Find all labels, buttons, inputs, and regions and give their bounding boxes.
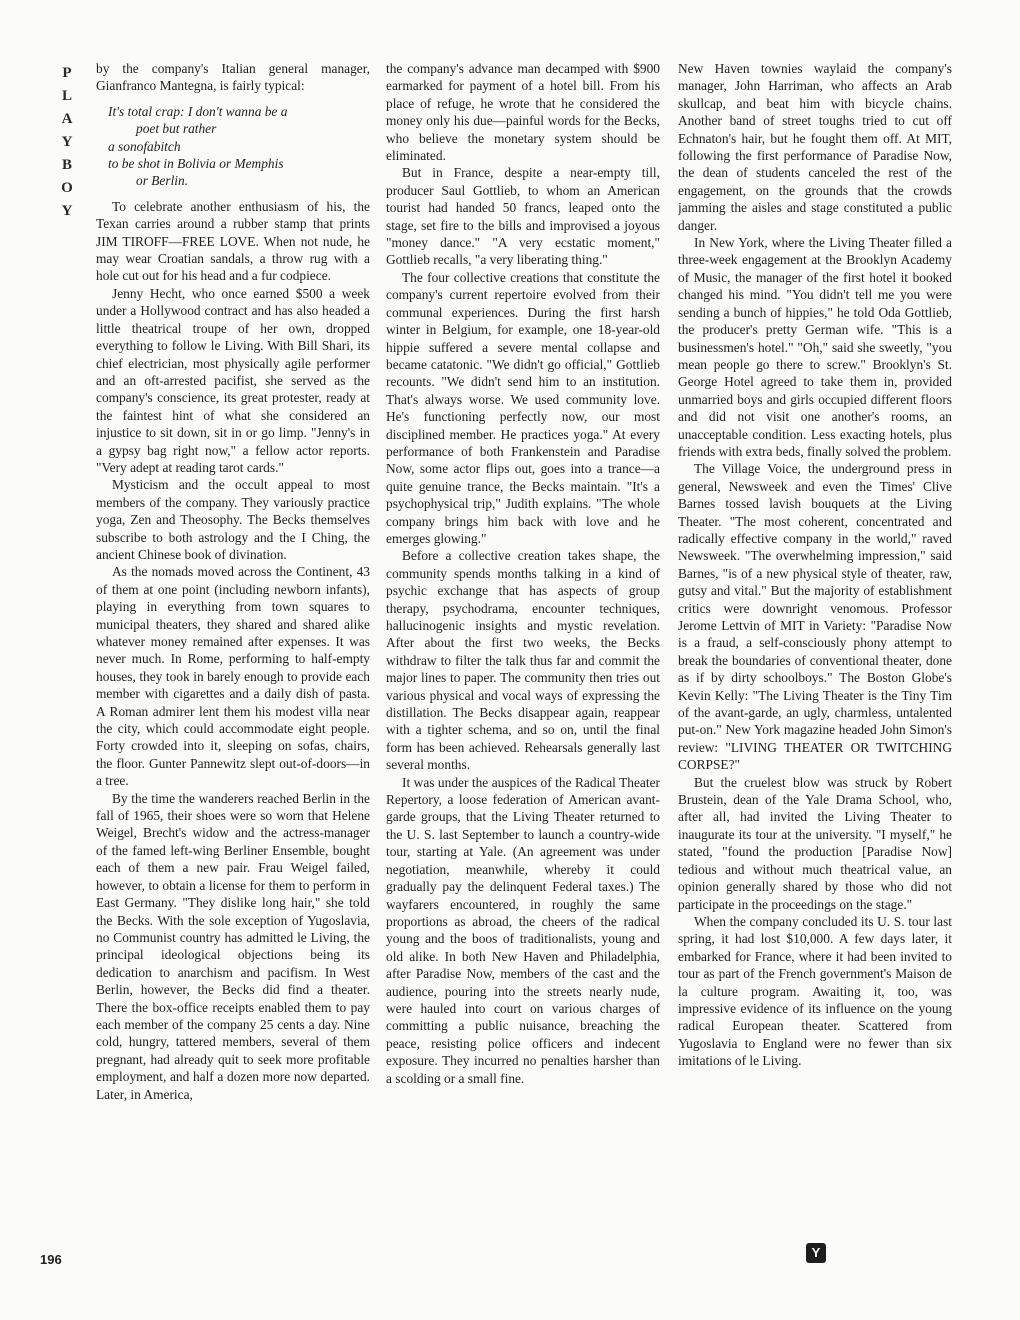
masthead-letter: Y	[61, 203, 73, 219]
page-number: 196	[40, 1252, 62, 1267]
masthead-letter: L	[61, 88, 72, 104]
verse-line: or Berlin.	[136, 173, 189, 189]
paragraph: To celebrate another enthusiasm of his, the Texan carries around a rubber stamp that prints JIM TIROFF—FREE LOVE. When not nude, he may wear Croatian sandals, a throw rug with a hole cut out for his head and a fur codpiece.	[96, 198, 370, 284]
paragraph: But in France, despite a near-empty till, producer Saul Gottlieb, to whom an American tourist had handed 50 francs, leaped onto the stage, set fire to the bills and improvised a joyous "money dance." "A very ecstatic moment," Gottlieb recalls, "a very liberating thing."	[386, 165, 660, 268]
verse-line: to be shot in Bolivia or Memphis	[108, 156, 284, 172]
paragraph: Mysticism and the occult appeal to most members of the company. They variously practice yoga, Zen and Theosophy. The Becks themselves subscribe to both astrology and the I Ching, the ancient Chinese book of divination.	[96, 477, 370, 562]
paragraph: the company's advance man decamped with $900 earmarked for payment of a hotel bill. From his place of refuge, he wrote that he considered the money only his due—painful words for the Becks, who believe the monetary system should be eliminated.	[386, 61, 660, 164]
paragraph: Jenny Hecht, who once earned $500 a week under a Hollywood contract and has also headed a little theatrical troupe of her own, dropped everything to follow le Living. With Bill Shari, its chief electrician, most physically agile performer and an oft-arrested pacifist, she served as the company's conscience, its great protester, ready at the faintest hint of what she considered an injustice to sit down, sit in or go limp. "Jenny's in a gypsy bag right now," a fellow actor reports. "Very adept at reading tarot cards."	[96, 285, 370, 475]
verse-line: It's total crap: I don't wanna be a	[108, 103, 288, 119]
paragraph: It was under the auspices of the Radical Theater Repertory, a loose federation of American avant-garde groups, that the Living Theater returned to the U. S. last September to launch a country-wide tour, starting at Yale. (An agreement was under negotiation, meanwhile, whereby it could gradually pay the delinquent Federal taxes.) The wayfarers encountered, in roughly the same proportions as abroad, the cheers of the radical young and the boos of traditionalists, young and old alike. In both New Haven and Philadelphia, after Paradise Now, members of the cast and the audience, pouring into the streets nearly nude, were hauled into court on various charges of committing a public nuisance, breaching the peace, resisting police officers and indecent exposure. They incurred no penalties harsher than a scolding or a small fine.	[386, 774, 660, 1086]
paragraph: But the cruelest blow was struck by Robert Brustein, dean of the Yale Drama School, who, after all, had invited the Living Theater to inaugurate its tour at the university. "I myself," he stated, "found the production [Paradise Now] tedious and without much theatrical value, an opinion generally shared by those who did not participate in the proceedings on the stage."	[678, 774, 952, 912]
masthead-letter: B	[61, 157, 72, 173]
masthead-letter: A	[61, 111, 73, 127]
masthead-letter: O	[61, 180, 73, 196]
quoted-verse	[108, 103, 370, 190]
masthead-letter: P	[62, 65, 72, 81]
masthead-playboy	[55, 62, 79, 223]
verse-line: poet but rather	[136, 121, 217, 137]
paragraph: by the company's Italian general manager, Gianfranco Mantegna, is fairly typical:	[96, 61, 370, 94]
paragraph: New Haven townies waylaid the company's manager, John Harriman, who affects an Arab skullcap, and beat him with bicycle chains. Another band of street toughs tried to cut off Echnaton's hair, but he fought them off. At MIT, following the first performance of Paradise Now, the dean of students canceled the rest of the engagement, on the grounds that the crowds jamming the aisles and stage constituted a public danger.	[678, 61, 952, 233]
masthead-letter: Y	[61, 134, 73, 150]
column-3	[678, 60, 952, 1270]
paragraph: In New York, where the Living Theater filled a three-week engagement at the Brooklyn Academy of Music, the manager of the first hotel it booked changed his mind. "You didn't tell me you were sending a bunch of hippies," he told Oda Gottlieb, the producer's pretty German wife. "This is a businessmen's hotel." "Oh," said she sweetly, "you mean people go there to screw." Brooklyn's St. George Hotel agreed to take them in, provided unmarried boys and girls occupied different floors and did not visit one another's rooms, an unacceptable condition. Less exacting hotels, plus friends with extra beds, finally solved the problem.	[678, 235, 952, 459]
paragraph: By the time the wanderers reached Berlin in the fall of 1965, their shoes were so worn that Helene Weigel, Brecht's widow and the actress-manager of the famed left-wing Berliner Ensemble, bought each of them a new pair. Frau Weigel failed, however, to obtain a license for them to perform in East Germany. "They dislike long hair," she told the Becks. With the sole exception of Yugoslavia, no Communist country has admitted le Living, the principal ideological objections being its dedication to anarchism and pacifism. In West Berlin, however, the Becks did find a theater. There the box-office receipts enabled them to pay each member of the company 25 cents a day. Nine cold, hungry, tattered members, several of them pregnant, had already quit to seek more profitable employment, and half a dozen more now departed. Later, in America,	[96, 790, 370, 1102]
paragraph: The Village Voice, the underground press in general, Newsweek and even the Times' Clive Barnes tossed lavish bouquets at the Living Theater. "The most coherent, concentrated and radically effective company in the world," raved Newsweek. "The overwhelming impression," said Barnes, "is of a new physical style of theater, raw, gutsy and vital." But the majority of establishment critics were downright venomous. Professor Jerome Lettvin of MIT in Variety: "Paradise Now is a fraud, a self-consciously phony attempt to break the boundaries of conventional theater, done as if by dirty schoolboys." The Boston Globe's Kevin Kelly: "The Living Theater is the Tiny Tim of the avant-garde, an ugly, charmless, untalented put-on." New York magazine headed John Simon's review: "LIVING THEATER OR TWITCHING CORPSE?"	[678, 461, 952, 773]
paragraph: The four collective creations that constitute the company's current repertoire evolved from their communal experiences. During the first harsh winter in Belgium, for example, one 18-year-old hippie suffered a severe mental collapse and became catatonic. "We didn't go official," Gottlieb recounts. "We didn't send him to an institution. That's always worse. We used community love. He's functioning perfectly now, our most disciplined member. He practices yoga." At every performance of both Frankenstein and Paradise Now, some actor flips out, goes into a trance—a quite genuine trance, the Becks maintain. "It's a psychophysical trip," Judith explains. "The whole company brings him back with love and he emerges glowing."	[386, 269, 660, 546]
paragraph: Before a collective creation takes shape, the community spends months talking in a kind of psychic exchange that has aspects of group therapy, psychodrama, encounter techniques, hallucinogenic insights and mystic revelation. After about the first two weeks, the Becks withdraw to filter the talk thus far and commit the major lines to paper. The community then tries out various physical and vocal ways of expressing the distillation. The Becks disappear again, reappear with a tighter schema, and so on, until the final form has been achieved. Rehearsals generally last several months.	[386, 548, 660, 773]
rabbit-end-mark-icon: Y	[806, 1243, 826, 1263]
paragraph: As the nomads moved across the Continent, 43 of them at one point (including newborn infants), playing in everything from town squares to municipal theaters, they shared and shared alike whatever money remained after expenses. It was never much. In Rome, performing to half-empty houses, they took in barely enough to provide each member with cigarettes and a daily dish of pasta. A Roman admirer lent them his modest villa near the city, which could accommodate eight people. Forty crowded into it, sleeping on sofas, chairs, the floor. Gunter Pannewitz slept out-of-doors—in a tree.	[96, 564, 370, 789]
verse-line: a sonofabitch	[108, 138, 181, 154]
column-2	[386, 60, 660, 1270]
column-1	[96, 60, 370, 1270]
paragraph: When the company concluded its U. S. tour last spring, it had lost $10,000. A few days later, it embarked for France, where it had been invited to tour as part of the French government's Maison de la culture program. Awaiting it, too, was impressive evidence of its influence on the young radical European theater. Scattered from Yugoslavia to England were no fewer than six imitations of le Living.	[678, 913, 952, 1069]
